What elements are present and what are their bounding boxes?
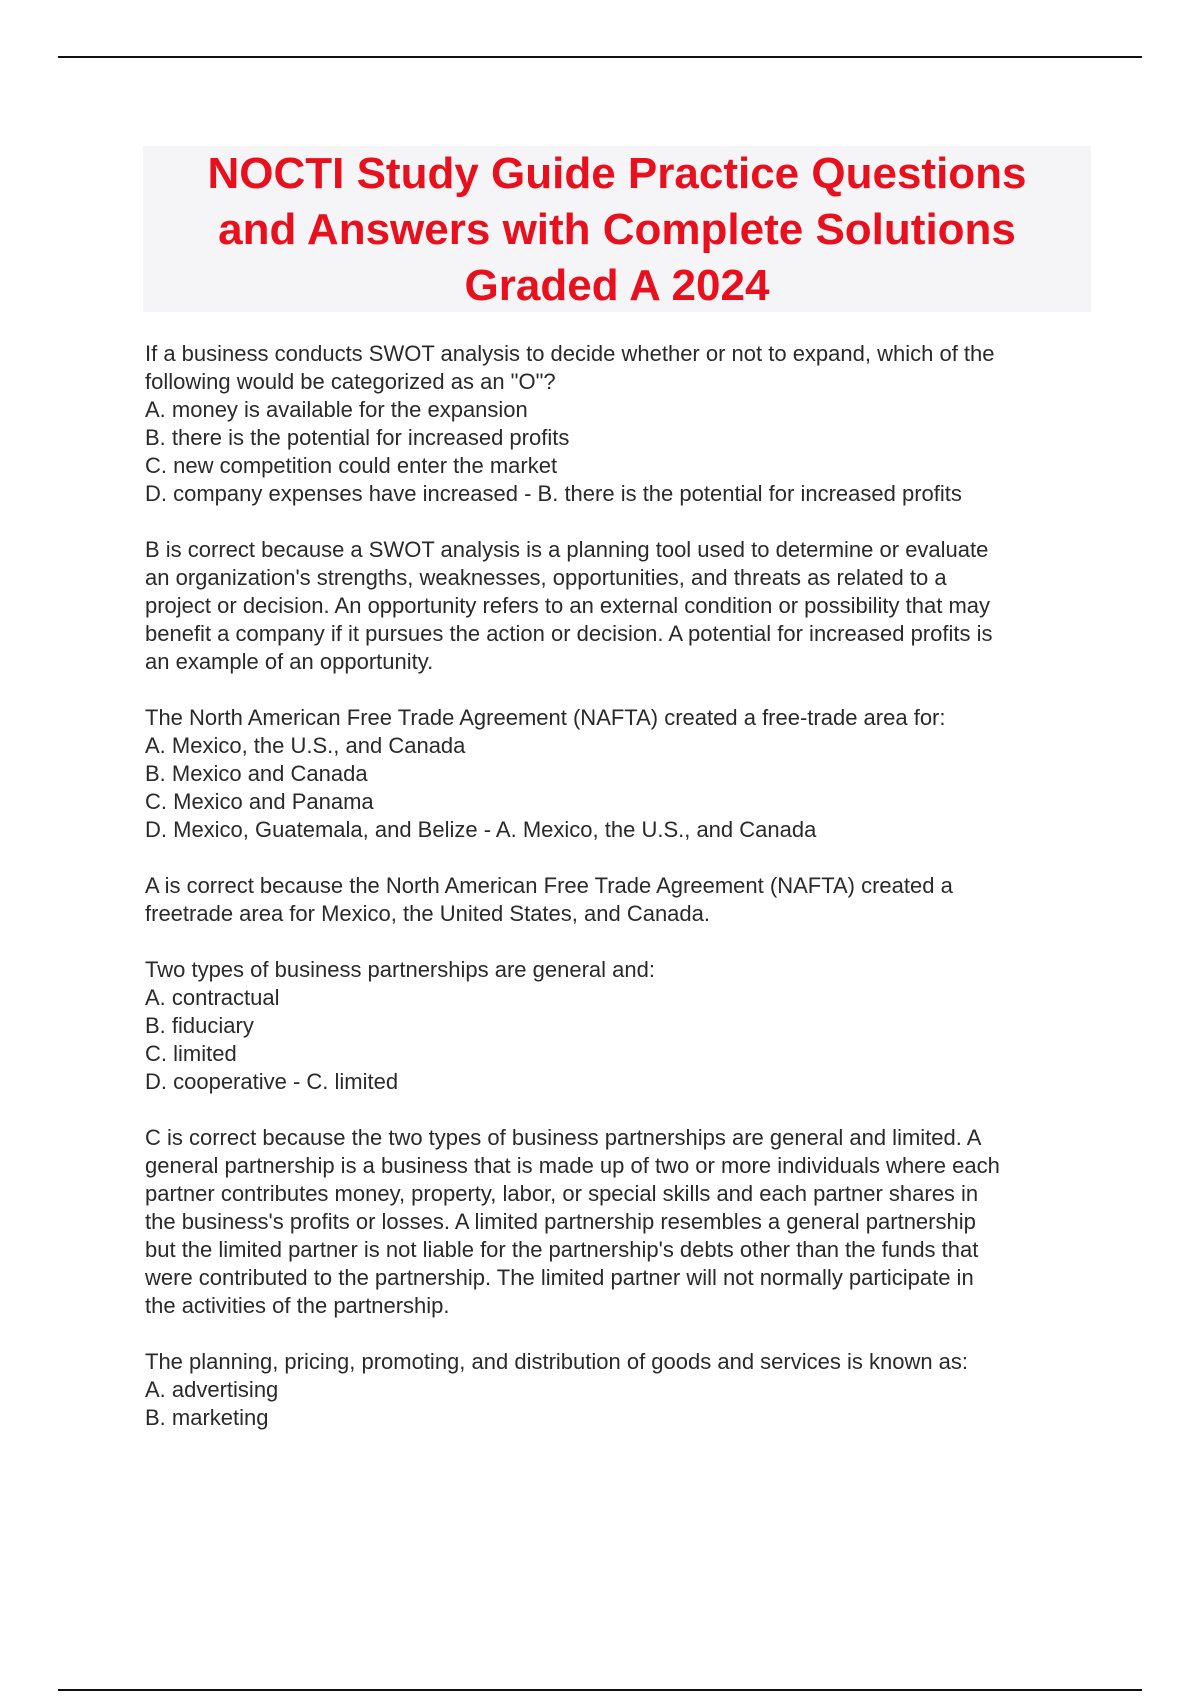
paragraph-gap (145, 1320, 1095, 1348)
explanation-line: partner contributes money, property, labor, or special skills and each partner shares in (145, 1181, 979, 1206)
document-title-line-1: NOCTI Study Guide Practice Questions (207, 149, 1027, 198)
answer-option: B. there is the potential for increased profits (145, 425, 570, 450)
question-4 (145, 1348, 1095, 1432)
question-stem-line: If a business conducts SWOT analysis to decide whether or not to expand, which of the (145, 341, 995, 366)
question-stem-line: The planning, pricing, promoting, and distribution of goods and services is known as: (145, 1349, 969, 1374)
explanation-line: A is correct because the North American Free Trade Agreement (NAFTA) created a (145, 873, 953, 898)
question-stem-line: Two types of business partnerships are general and: (145, 957, 655, 982)
answer-option: A. money is available for the expansion (145, 397, 528, 422)
document-body (145, 340, 1095, 1432)
explanation-line: freetrade area for Mexico, the United States, and Canada. (145, 901, 710, 926)
top-rule (58, 56, 1142, 58)
answer-option: B. Mexico and Canada (145, 761, 368, 786)
explanation-line: an example of an opportunity. (145, 649, 434, 674)
answer-option: C. limited (145, 1041, 237, 1066)
question-3 (145, 956, 1095, 1320)
document-title-block (143, 146, 1091, 312)
paragraph-gap (145, 844, 1095, 872)
answer-option: A. contractual (145, 985, 280, 1010)
paragraph-gap (145, 676, 1095, 704)
question-stem-line: following would be categorized as an "O"? (145, 369, 556, 394)
answer-option-with-answer: D. company expenses have increased - B. there is the potential for increased profits (145, 481, 962, 506)
explanation-line: the activities of the partnership. (145, 1293, 450, 1318)
question-stem-line: The North American Free Trade Agreement (NAFTA) created a free-trade area for: (145, 705, 946, 730)
explanation-line: but the limited partner is not liable for the partnership's debts other than the funds that (145, 1237, 979, 1262)
question-1 (145, 340, 1095, 676)
explanation-line: the business's profits or losses. A limited partnership resembles a general partnership (145, 1209, 976, 1234)
explanation-line: were contributed to the partnership. The limited partner will not normally participate in (145, 1265, 974, 1290)
paragraph-gap (145, 508, 1095, 536)
answer-option: C. Mexico and Panama (145, 789, 374, 814)
explanation-line: an organization's strengths, weaknesses, opportunities, and threats as related to a (145, 565, 947, 590)
explanation-line: B is correct because a SWOT analysis is a planning tool used to determine or evaluate (145, 537, 989, 562)
question-2 (145, 704, 1095, 928)
answer-option-with-answer: D. cooperative - C. limited (145, 1069, 399, 1094)
document-title-line-3: Graded A 2024 (464, 261, 770, 310)
bottom-rule (58, 1689, 1142, 1691)
answer-option: C. new competition could enter the market (145, 453, 558, 478)
answer-option: B. marketing (145, 1405, 269, 1430)
explanation-line: C is correct because the two types of business partnerships are general and limited. A (145, 1125, 982, 1150)
answer-option-with-answer: D. Mexico, Guatemala, and Belize - A. Mexico, the U.S., and Canada (145, 817, 817, 842)
answer-option: B. fiduciary (145, 1013, 254, 1038)
explanation-line: benefit a company if it pursues the action or decision. A potential for increased profits is (145, 621, 993, 646)
answer-option: A. Mexico, the U.S., and Canada (145, 733, 466, 758)
answer-option: A. advertising (145, 1377, 279, 1402)
paragraph-gap (145, 928, 1095, 956)
explanation-line: project or decision. An opportunity refers to an external condition or possibility that may (145, 593, 991, 618)
document-title-line-2: and Answers with Complete Solutions (218, 205, 1016, 254)
explanation-line: general partnership is a business that is made up of two or more individuals where each (145, 1153, 1000, 1178)
paragraph-gap (145, 1096, 1095, 1124)
